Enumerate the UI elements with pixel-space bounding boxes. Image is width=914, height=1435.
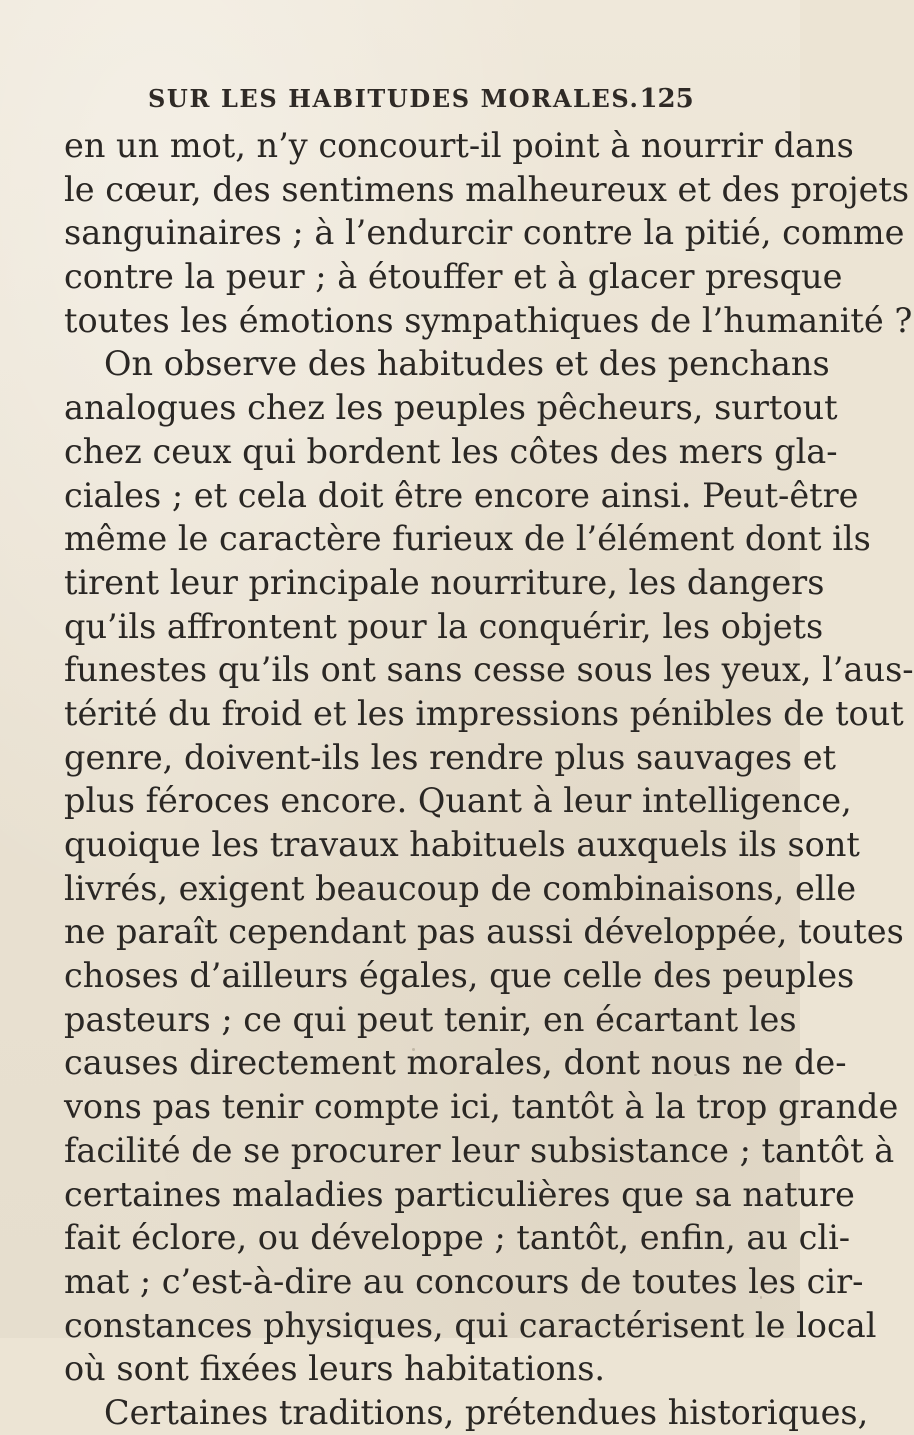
paper-speck bbox=[412, 1048, 415, 1051]
text-line: genre, doivent-ils les rendre plus sauvages et bbox=[64, 737, 837, 777]
text-line: sanguinaires ; à l’endurcir contre la pitié, comme bbox=[64, 213, 905, 253]
text-line: choses d’ailleurs égales, que celle des peuples bbox=[64, 956, 855, 996]
text-line: facilité de se procurer leur subsistance ; tantôt à bbox=[64, 1130, 895, 1170]
paper-speck bbox=[694, 1074, 697, 1076]
text-line: en un mot, n’y concourt-il point à nourrir dans bbox=[64, 126, 854, 165]
paragraph-start-line: On observe des habitudes et des penchans bbox=[104, 344, 830, 384]
text-line: mat ; c’est-à-dire au concours de toutes les cir- bbox=[64, 1261, 864, 1301]
text-line: où sont fixées leurs habitations. bbox=[64, 1349, 606, 1389]
running-head bbox=[148, 84, 694, 124]
text-line: fait éclore, ou développe ; tantôt, enfin, au cli- bbox=[64, 1218, 851, 1258]
text-line: analogues chez les peuples pêcheurs, surtout bbox=[64, 388, 838, 428]
text-line: ciales ; et cela doit être encore ainsi. Peut-être bbox=[64, 475, 859, 515]
text-line: chez ceux qui bordent les côtes des mers gla- bbox=[64, 431, 838, 471]
text-line: quoique les travaux habituels auxquels ils sont bbox=[64, 825, 860, 864]
text-line: contre la peur ; à étouffer et à glacer presque bbox=[64, 257, 843, 297]
text-line: ne paraît cependant pas aussi développée, toutes bbox=[64, 912, 904, 952]
body-text bbox=[64, 124, 914, 1435]
text-line: même le caractère furieux de l’élément dont ils bbox=[64, 519, 871, 559]
text-line: livrés, exigent beaucoup de combinaisons, elle bbox=[64, 868, 857, 908]
paper-speck bbox=[760, 1296, 762, 1299]
running-title: SUR LES HABITUDES MORALES. bbox=[148, 84, 640, 113]
text-line: tirent leur principale nourriture, les dangers bbox=[64, 562, 825, 602]
text-line: le cœur, des sentimens malheureux et des projets bbox=[64, 169, 910, 209]
text-line: plus féroces encore. Quant à leur intelligence, bbox=[64, 781, 852, 821]
text-line: pasteurs ; ce qui peut tenir, en écartant les bbox=[64, 999, 797, 1039]
text-line: qu’ils affrontent pour la conquérir, les objets bbox=[64, 606, 824, 646]
text-line: toutes les émotions sympathiques de l’humanité ? bbox=[64, 300, 913, 340]
text-line: constances physiques, qui caractérisent le local bbox=[64, 1305, 877, 1345]
text-line: funestes qu’ils ont sans cesse sous les yeux, l’aus- bbox=[64, 650, 914, 690]
paragraph-start-line: Certaines traditions, prétendues historiques, bbox=[104, 1392, 869, 1432]
text-line: certaines maladies particulières que sa nature bbox=[64, 1174, 855, 1214]
text-line: vons pas tenir compte ici, tantôt à la trop grande bbox=[64, 1087, 899, 1127]
text-line: causes directement morales, dont nous ne de- bbox=[64, 1043, 847, 1083]
text-line: térité du froid et les impressions pénibles de tout bbox=[64, 693, 904, 733]
page-number: 125 bbox=[639, 84, 694, 114]
